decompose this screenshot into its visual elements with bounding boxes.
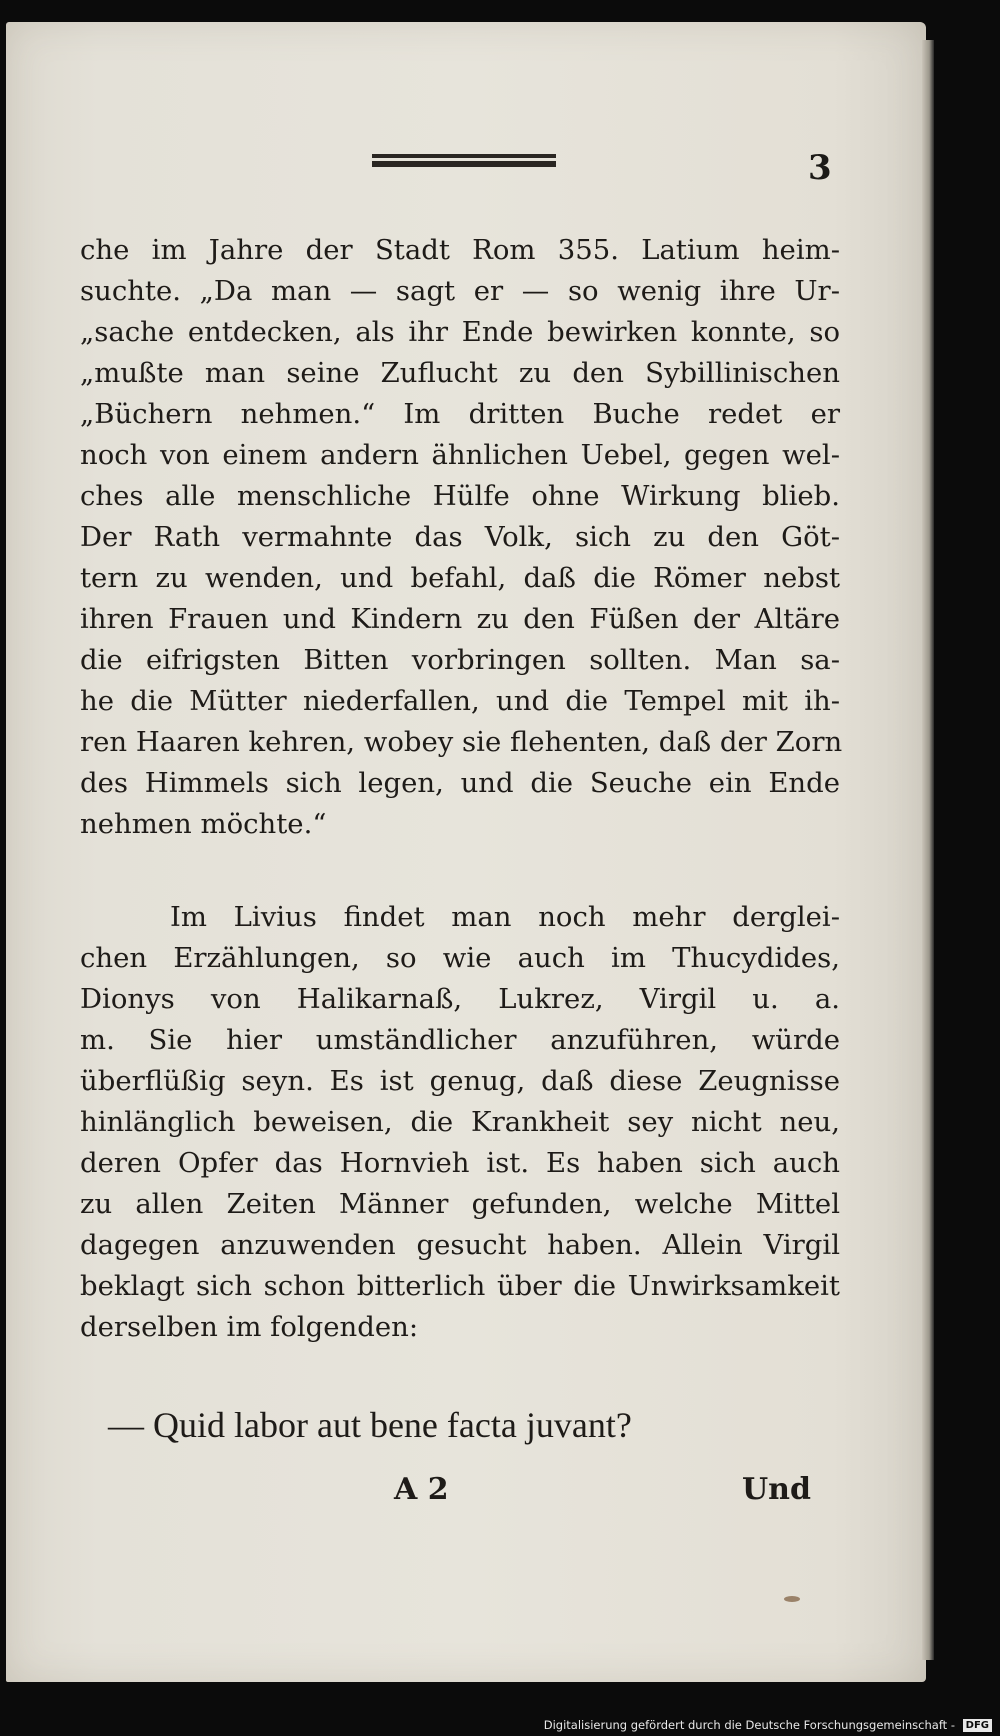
- text-line: Im Livius findet man noch mehr derglei-: [170, 901, 840, 933]
- text-line: tern zu wenden, und befahl, daß die Römer nebst: [80, 562, 840, 594]
- text-line: derselben im folgenden:: [80, 1311, 419, 1343]
- book-page: [6, 22, 926, 1682]
- header-rule-bottom-bar: [372, 161, 556, 167]
- text-line: hinlänglich beweisen, die Krankheit sey nicht neu,: [80, 1106, 840, 1138]
- text-line: ches alle menschliche Hülfe ohne Wirkung blieb.: [80, 480, 840, 512]
- signature-mark: A 2: [394, 1472, 449, 1507]
- text-line: zu allen Zeiten Männer gefunden, welche Mittel: [80, 1188, 840, 1220]
- text-line: beklagt sich schon bitterlich über die Unwirksamkeit: [80, 1270, 840, 1302]
- text-line: ihren Frauen und Kindern zu den Füßen der Altäre: [80, 603, 840, 635]
- paragraph-2: [80, 897, 840, 1348]
- text-line: nehmen möchte.“: [80, 808, 327, 840]
- text-line: m. Sie hier umständlicher anzuführen, würde: [80, 1024, 840, 1056]
- text-line: „sache entdecken, als ihr Ende bewirken konnte, so: [80, 316, 840, 348]
- text-line: chen Erzählungen, so wie auch im Thucydides,: [80, 942, 840, 974]
- text-line: he die Mütter niederfallen, und die Tempel mit ih-: [80, 685, 840, 717]
- page-edge-shadow: [922, 40, 934, 1660]
- text-line: ren Haaren kehren, wobey sie flehenten, daß der Zorn: [80, 726, 843, 758]
- paragraph-1: [80, 230, 843, 845]
- latin-quote: — Quid labor aut bene facta juvant?: [108, 1405, 632, 1445]
- header-ornament-rule: [372, 154, 556, 168]
- text-line: „mußte man seine Zuflucht zu den Sybillinischen: [80, 357, 840, 389]
- text-line: deren Opfer das Hornvieh ist. Es haben sich auch: [80, 1147, 840, 1179]
- text-line: überflüßig seyn. Es ist genug, daß diese Zeugnisse: [80, 1065, 840, 1097]
- ink-stain: [784, 1596, 800, 1602]
- text-line: die eifrigsten Bitten vorbringen sollten. Man sa-: [80, 644, 840, 676]
- header-rule-top-bar: [372, 154, 556, 158]
- text-line: che im Jahre der Stadt Rom 355. Latium heim-: [80, 234, 840, 266]
- text-line: „Büchern nehmen.“ Im dritten Buche redet er: [80, 398, 840, 430]
- text-line: dagegen anzuwenden gesucht haben. Allein Virgil: [80, 1229, 840, 1261]
- page-number: 3: [808, 148, 832, 188]
- text-line: des Himmels sich legen, und die Seuche ein Ende: [80, 767, 840, 799]
- dfg-logo-icon: DFG: [963, 1719, 992, 1732]
- credit-text: Digitalisierung gefördert durch die Deutsche Forschungsgemeinschaft -: [543, 1718, 955, 1732]
- catchword: Und: [742, 1472, 811, 1507]
- text-line: suchte. „Da man — sagt er — so wenig ihre Ur-: [80, 275, 840, 307]
- text-line: Dionys von Halikarnaß, Lukrez, Virgil u. a.: [80, 983, 840, 1015]
- digitization-credit: [544, 1718, 992, 1732]
- text-line: Der Rath vermahnte das Volk, sich zu den Göt-: [80, 521, 840, 553]
- text-line: noch von einem andern ähnlichen Uebel, gegen wel-: [80, 439, 840, 471]
